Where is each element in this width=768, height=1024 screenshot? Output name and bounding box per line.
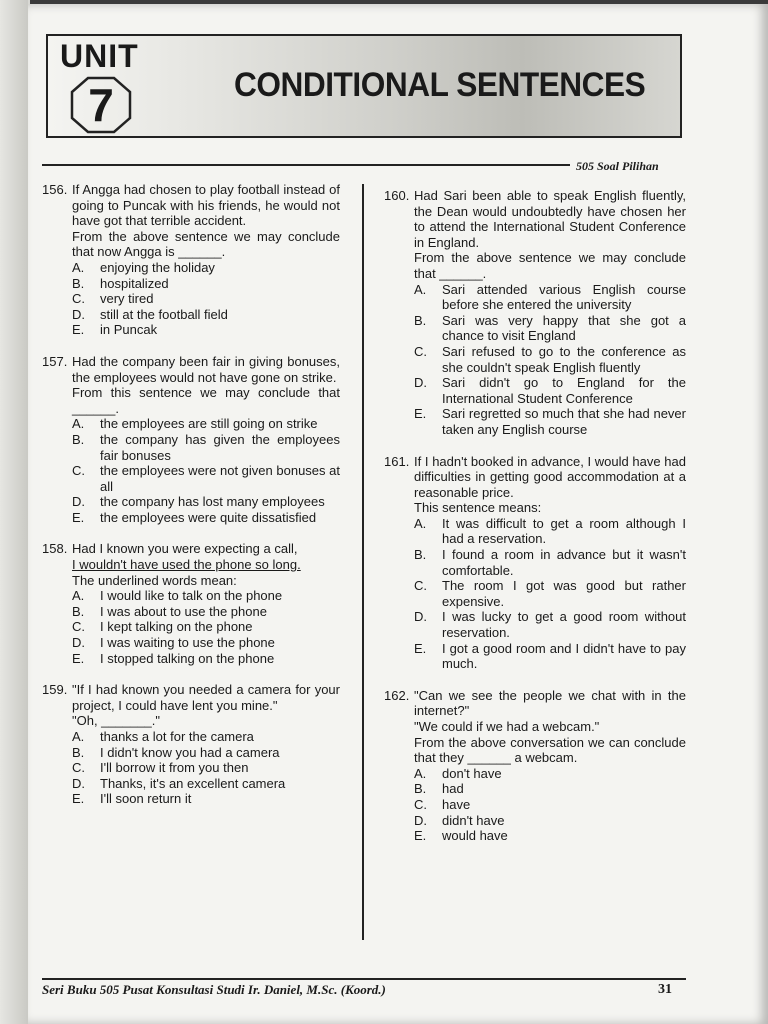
answer-option: E. would have xyxy=(414,828,508,844)
question-reply: "We could if we had a webcam." xyxy=(414,719,600,734)
answer-option: A. It was difficult to get a room although I had a reservation. xyxy=(414,515,686,547)
question-162 xyxy=(384,688,686,844)
question-text: Had Sari been able to speak English fluently, the Dean would undoubtedly have chosen her to attend the International Student Conference in England. xyxy=(414,188,686,250)
unit-number-badge xyxy=(70,76,132,134)
question-158 xyxy=(42,541,340,666)
answer-option: A. thanks a lot for the camera xyxy=(72,729,254,744)
footer-series: Seri Buku 505 Pusat Konsultasi Studi Ir. Daniel, M.Sc. (Koord.) xyxy=(42,982,386,997)
answer-option: C. the employees were not given bonuses at all xyxy=(72,463,340,494)
answer-option: C. The room I got was good but rather expensive. xyxy=(414,578,686,609)
question-stem: "Oh, _______." xyxy=(72,713,161,729)
answer-option: D. Sari didn't go to England for the International Student Conference xyxy=(414,375,686,406)
question-161 xyxy=(384,454,686,672)
question-stem: The underlined words mean: xyxy=(72,572,237,588)
question-number: 159. xyxy=(42,682,68,698)
page-number: 31 xyxy=(658,982,672,997)
answer-option: A. don't have xyxy=(414,765,502,781)
question-text: Had the company been fair in giving bonuses, the employees would not have gone on strike. xyxy=(72,353,340,385)
question-number: 157. xyxy=(42,353,68,369)
question-text: If I hadn't booked in advance, I would have had difficulties in getting good accommodation at a reasonable price. xyxy=(414,453,686,500)
answer-option: B. hospitalized xyxy=(72,275,169,291)
book-reference: 505 Soal Pilihan xyxy=(576,159,659,173)
answer-option: B. I didn't know you had a camera xyxy=(72,744,280,760)
answer-option: C. Sari refused to go to the conference as she couldn't speak English fluently xyxy=(414,343,686,375)
column-divider xyxy=(362,184,364,940)
question-text: Had I known you were expecting a call, xyxy=(72,541,298,557)
right-column xyxy=(384,188,686,860)
answer-option: E. I got a good room and I didn't have to pay much. xyxy=(414,640,686,672)
underlined-sentence: I wouldn't have used the phone so long. xyxy=(72,557,301,573)
footer-rule xyxy=(42,978,686,980)
textbook-page xyxy=(28,4,768,1024)
question-159 xyxy=(42,682,340,807)
answer-option: D. the company has lost many employees xyxy=(72,494,325,510)
question-number: 156. xyxy=(42,182,68,197)
question-156 xyxy=(42,182,340,338)
question-number: 158. xyxy=(42,541,68,557)
question-number: 161. xyxy=(384,453,410,469)
answer-option: B. Sari was very happy that she got a chance to visit England xyxy=(414,312,686,344)
answer-option: E. I stopped talking on the phone xyxy=(72,650,275,666)
answer-option: D. still at the football field xyxy=(72,306,228,322)
unit-header-banner xyxy=(46,34,682,138)
book-spine xyxy=(0,0,28,1024)
answer-option: B. I found a room in advance but it wasn't comfortable. xyxy=(414,547,686,578)
answer-option: E. I'll soon return it xyxy=(72,791,192,807)
question-stem: From the above sentence we may conclude that now Angga is ______. xyxy=(72,228,340,260)
question-text: "Can we see the people we chat with in the internet?" xyxy=(414,687,686,719)
unit-title: CONDITIONAL SENTENCES xyxy=(234,66,646,104)
answer-option: D. Thanks, it's an excellent camera xyxy=(72,775,286,791)
answer-option: C. very tired xyxy=(72,291,154,307)
answer-option: D. I was waiting to use the phone xyxy=(72,635,275,651)
answer-option: E. in Puncak xyxy=(72,322,158,338)
question-number: 160. xyxy=(384,188,410,203)
answer-option: B. I was about to use the phone xyxy=(72,603,267,619)
answer-option: A. the employees are still going on strike xyxy=(72,416,318,432)
answer-option: C. I kept talking on the phone xyxy=(72,619,253,635)
unit-number: 7 xyxy=(88,79,114,131)
left-column xyxy=(42,182,340,823)
question-stem: From this sentence we may conclude that ______. xyxy=(72,385,340,416)
header-rule xyxy=(42,164,570,166)
answer-option: A. enjoying the holiday xyxy=(72,259,215,275)
question-text: If Angga had chosen to play football instead of going to Puncak with his friends, he would not have got that terrible accident. xyxy=(72,182,340,229)
question-157 xyxy=(42,354,340,526)
answer-option: B. had xyxy=(414,781,464,797)
unit-label: UNIT xyxy=(60,38,139,74)
question-stem: From the above conversation we can conclude that they ______ a webcam. xyxy=(414,734,686,766)
question-stem: This sentence means: xyxy=(414,500,542,516)
question-number: 162. xyxy=(384,687,410,703)
answer-option: C. I'll borrow it from you then xyxy=(72,760,249,776)
answer-option: A. Sari attended various English course before she entered the university xyxy=(414,281,686,313)
answer-option: E. the employees were quite dissatisfied xyxy=(72,509,317,525)
answer-option: B. the company has given the employees fair bonuses xyxy=(72,431,340,463)
answer-option: E. Sari regretted so much that she had never taken any English course xyxy=(414,406,686,437)
answer-option: A. I would like to talk on the phone xyxy=(72,588,283,604)
question-stem: From the above sentence we may conclude that ______. xyxy=(414,250,686,281)
answer-option: D. I was lucky to get a good room without reservation. xyxy=(414,609,686,641)
question-160 xyxy=(384,188,686,438)
answer-option: C. have xyxy=(414,796,471,812)
question-text: "If I had known you needed a camera for your project, I could have lent you mine." xyxy=(72,682,340,713)
answer-option: D. didn't have xyxy=(414,812,505,828)
